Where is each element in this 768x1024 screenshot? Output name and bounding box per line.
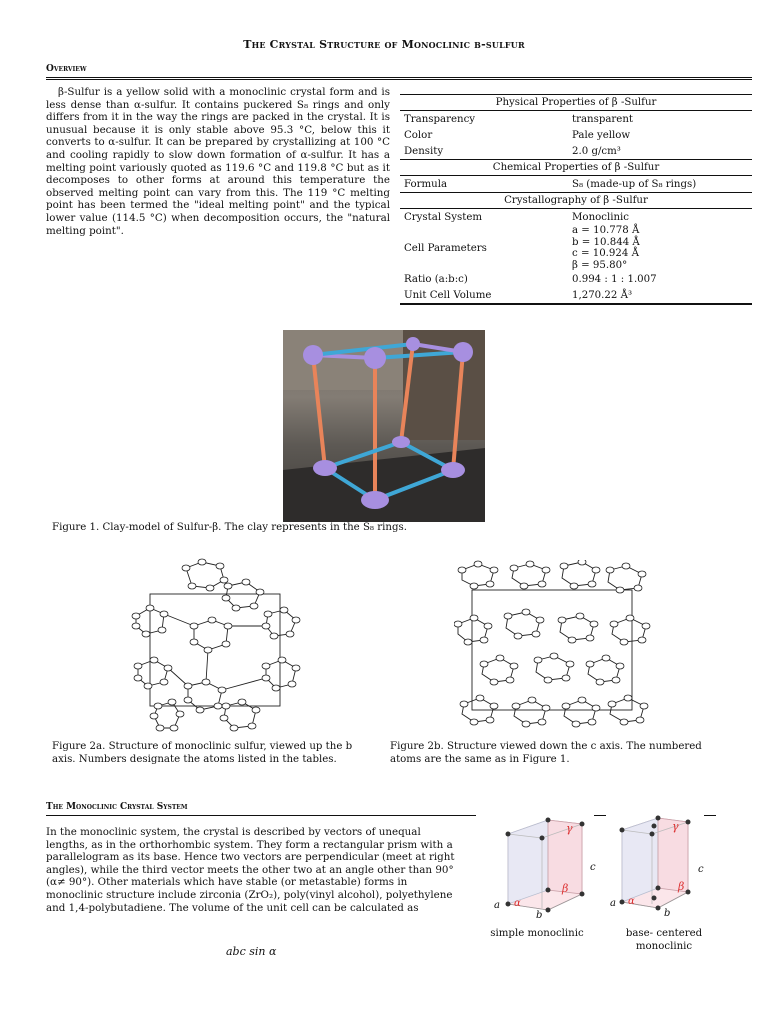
figure2a-drawing (128, 556, 304, 736)
properties-table (400, 94, 752, 305)
formula-label: Formula (400, 176, 568, 193)
base-alpha-label: α (628, 896, 635, 907)
physical-header: Physical Properties of β -Sulfur (400, 95, 752, 111)
overview-rule-2 (46, 79, 752, 80)
ratio-label: Ratio (a:b:c) (404, 273, 468, 285)
density-label: Density (404, 145, 444, 157)
base-gamma-label: γ (672, 820, 679, 833)
cell-param-a: a = 10.778 Å (572, 225, 640, 236)
simple-monoclinic-diagram (486, 812, 596, 922)
cell-parameters-label: Cell Parameters (404, 242, 487, 254)
density-value: 2.0 g/cm³ (572, 145, 621, 157)
ratio-value: 0.994 : 1 : 1.007 (572, 273, 657, 285)
volume-label: Unit Cell Volume (400, 287, 568, 304)
clay-model-drawing (283, 330, 485, 522)
cell-parameters-values (568, 225, 752, 271)
simple-gamma-label: γ (566, 822, 573, 835)
overview-heading: Overview (46, 64, 87, 74)
color-label: Color (404, 129, 433, 141)
monoclinic-rule (46, 815, 476, 816)
monoclinic-heading: The Monoclinic Crystal System (46, 802, 188, 812)
simple-alpha-label: α (514, 898, 521, 909)
overview-paragraph: β-Sulfur is a yellow solid with a monoclinic crystal form and is less dense than α-sulfur. It contains puckered S₈ rings and only differs from it in the way the rings are packed in the crystal. It is unusual because it is only stable above 95.3 °C, below this it converts to α-sulfur. It can be prepared by crystallizing at 100 °C and cooling rapidly to slow down formation of α-sulfur. It has a melting point variously quoted as 119.6 °C and 119.8 °C but as it decomposes to other forms at around this temperature the observed melting point can vary from this. The 119 °C melting point has been termed the "ideal melting point" and the typical lower value (114.5 °C) when decomposition occurs, the "natural melting point". (46, 86, 390, 237)
base-c-label: c (698, 864, 704, 875)
cell-param-beta: β = 95.80° (572, 259, 628, 271)
base-centered-monoclinic-label: base- centered monoclinic (625, 928, 703, 952)
simple-b-label: b (536, 910, 543, 921)
overview-rule (46, 77, 752, 78)
figure2a-caption: Figure 2a. Structure of monoclinic sulfur, viewed up the b axis. Numbers designate the atoms listed in the tables. (52, 741, 353, 765)
figure2b-caption: Figure 2b. Structure viewed down the c axis. The numbered atoms are the same as in Figure 1. (390, 741, 702, 765)
crystal-system-label: Crystal System (404, 211, 483, 223)
transparency-value: transparent (572, 113, 633, 125)
page-title: The Crystal Structure of Monoclinic β-sulfur (243, 38, 525, 51)
base-b-label: b (664, 908, 671, 919)
clay-model-photo (283, 330, 485, 522)
base-centered-monoclinic-diagram (608, 812, 718, 922)
simple-beta-label: β (562, 882, 569, 895)
monoclinic-paragraph: In the monoclinic system, the crystal is described by vectors of unequal lengths, as in the orthorhombic system. They form a rectangular prism with a parallelogram as its base. Hence two vectors are perpendicular (meet at right angles), while the third vector meets the other two at an angle other than 90° (α≠ 90°). Other materials which have stable (or metastable) forms in monoclinic structure include zirconia (ZrO₂), poly(vinyl alcohol), polyethylene and 1,4-polybutadiene. The volume of the unit cell can be calculated as (46, 826, 455, 914)
crystallography-header: Crystallography of β -Sulfur (400, 193, 752, 209)
base-beta-label: β (678, 880, 685, 893)
chemical-header: Chemical Properties of β -Sulfur (400, 160, 752, 176)
figure2b-drawing (454, 560, 652, 738)
simple-c-label: c (590, 862, 596, 873)
figure2b-structure (454, 560, 652, 738)
transparency-label: Transparency (404, 113, 476, 125)
color-value: Pale yellow (572, 129, 631, 141)
figure2a-structure (128, 556, 304, 736)
simple-monoclinic-label: simple monoclinic (490, 928, 584, 939)
base-a-label: a (610, 898, 616, 909)
simple-a-label: a (494, 900, 500, 911)
cell-param-b: b = 10.844 Å (572, 236, 640, 248)
formula-value: S₈ (made-up of S₈ rings) (568, 176, 752, 193)
figure1-caption: Figure 1. Clay-model of Sulfur-β. The clay represents in the S₈ rings. (52, 522, 407, 533)
volume-value: 1,270.22 Å³ (568, 287, 752, 304)
crystal-system-value: Monoclinic (572, 211, 630, 223)
cell-param-c: c = 10.924 Å (572, 248, 639, 259)
unit-cell-volume-formula: abc sin α (226, 945, 277, 958)
